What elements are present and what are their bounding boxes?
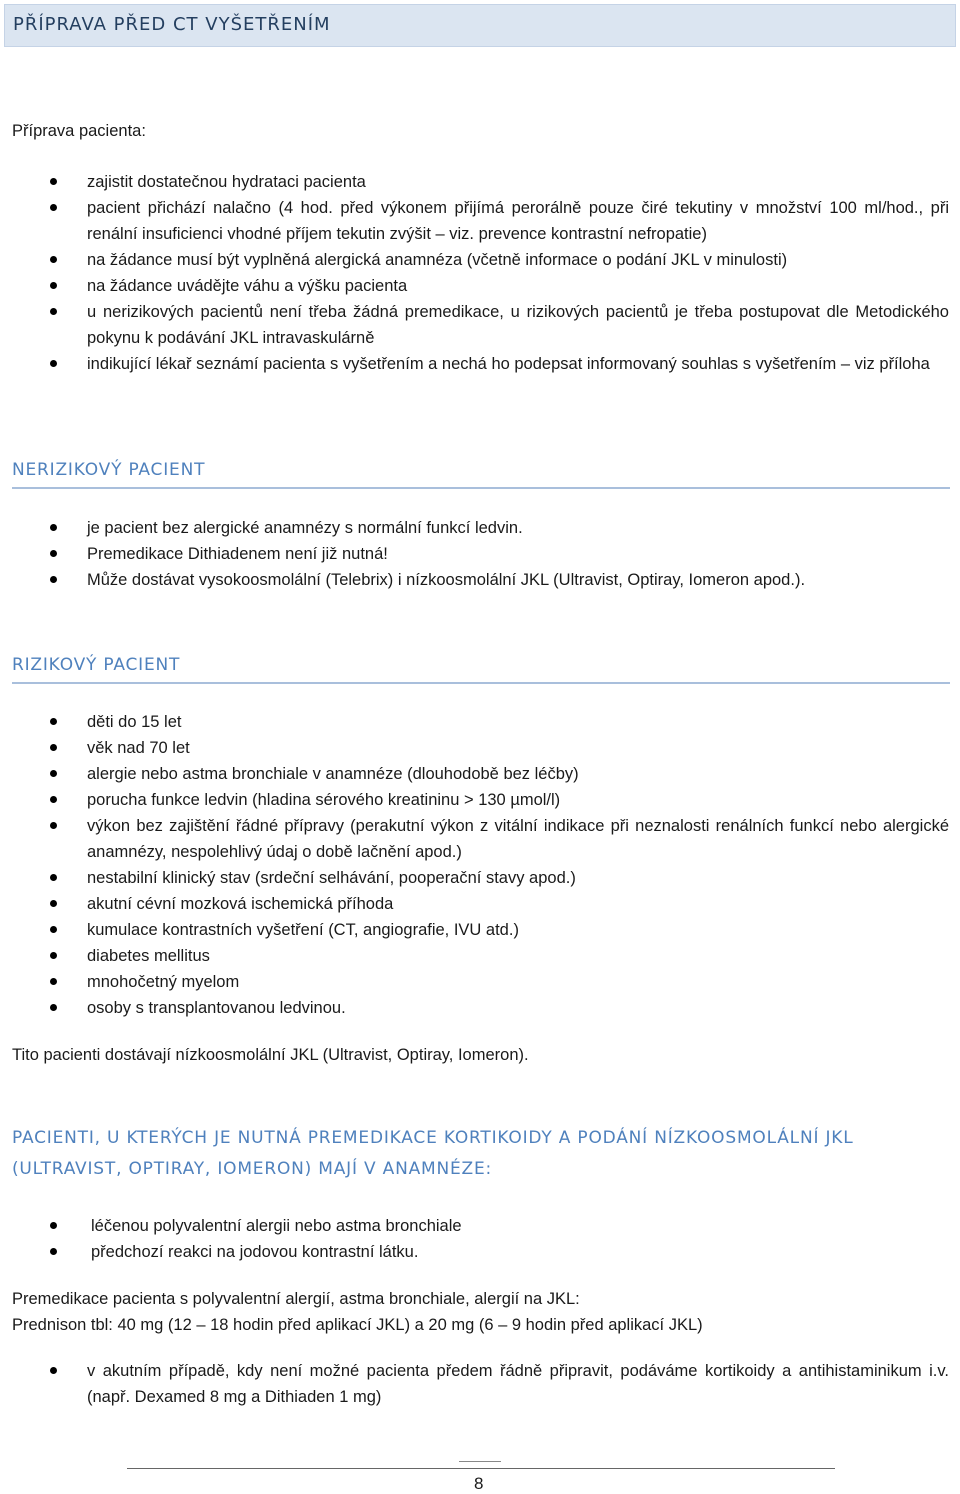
list-item: [0, 865, 960, 891]
list-item-text: v akutním případě, kdy není možné pacienta předem řádně připravit, podáváme kortikoidy a antihistaminikum i.v. (např. Dexamed 8 mg a Dithiaden 1 mg): [87, 1362, 949, 1406]
list-item-text: u nerizikových pacientů není třeba žádná premedikace, u rizikových pacientů je třeba postupovat dle Metodického pokynu k podávání JKL intravaskulárně: [87, 303, 949, 347]
bullet-icon: [50, 900, 57, 907]
premed-text-2: Prednison tbl: 40 mg (12 – 18 hodin před aplikací JKL) a 20 mg (6 – 9 hodin před aplikací JKL): [12, 1316, 703, 1334]
list-item-text: osoby s transplantovanou ledvinou.: [87, 999, 346, 1017]
list-item-text: porucha funkce ledvin (hladina sérového kreatininu > 130 µmol/l): [87, 791, 561, 809]
list-item: [0, 247, 960, 273]
list-item-text: diabetes mellitus: [87, 947, 210, 965]
list-item: [0, 787, 960, 813]
bullet-icon: [50, 1367, 57, 1374]
footer-divider-short: [459, 1461, 501, 1462]
bullet-icon: [50, 822, 57, 829]
nonrisk-list: [0, 515, 960, 593]
bullet-icon: [50, 978, 57, 985]
list-item: [0, 735, 960, 761]
list-item: [0, 515, 960, 541]
list-item: [0, 541, 960, 567]
prep-heading: Příprava pacienta:: [12, 122, 146, 140]
bullet-icon: [50, 204, 57, 211]
bullet-icon: [50, 178, 57, 185]
list-item-text: děti do 15 let: [87, 713, 182, 731]
list-item-text: výkon bez zajištění řádné přípravy (perakutní výkon z vitální indikace při neznalosti renálních funkcí nebo alergické anamnézy, nespolehlivý údaj o době lačnění apod.): [87, 817, 949, 861]
list-item: [0, 299, 960, 351]
list-item-text: Může dostávat vysokoosmolální (Telebrix) i nízkoosmolální JKL (Ultravist, Optiray, Iomeron apod.).: [87, 571, 806, 589]
list-item-text: pacient přichází nalačno (4 hod. před výkonem přijímá perorálně pouze čiré tekutiny v množství 100 ml/hod., při renální insuficienci vhodné příjem tekutin zvýšit – viz. prevence kontrastní nefropatie): [87, 199, 949, 243]
list-item-text: mnohočetný myelom: [87, 973, 240, 991]
bullet-icon: [50, 256, 57, 263]
list-item-text: je pacient bez alergické anamnézy s normální funkcí ledvin.: [87, 519, 523, 537]
list-item-text: na žádance musí být vyplněná alergická anamnéza (včetně informace o podání JKL v minulosti): [87, 251, 788, 269]
list-item: [0, 169, 960, 195]
list-item: [0, 1239, 960, 1265]
bullet-icon: [50, 282, 57, 289]
bullet-icon: [50, 576, 57, 583]
premed-text-1: Premedikace pacienta s polyvalentní alergií, astma bronchiale, alergií na JKL:: [12, 1290, 580, 1308]
list-item: [0, 969, 960, 995]
bullet-icon: [50, 744, 57, 751]
list-item: [0, 813, 960, 865]
prep-list: [0, 169, 960, 377]
premed-list: [0, 1213, 960, 1265]
list-item-text: na žádance uvádějte váhu a výšku pacienta: [87, 277, 408, 295]
bullet-icon: [50, 550, 57, 557]
list-item-text: předchozí reakci na jodovou kontrastní látku.: [91, 1243, 419, 1261]
list-item: [0, 891, 960, 917]
list-item-text: kumulace kontrastních vyšetření (CT, angiografie, IVU atd.): [87, 921, 519, 939]
bullet-icon: [50, 524, 57, 531]
list-item: [0, 917, 960, 943]
list-item: [0, 709, 960, 735]
list-item: [0, 273, 960, 299]
list-item-text: léčenou polyvalentní alergii nebo astma bronchiale: [91, 1217, 462, 1235]
list-item-text: Premedikace Dithiadenem není již nutná!: [87, 545, 388, 563]
bullet-icon: [50, 926, 57, 933]
list-item: [0, 995, 960, 1021]
bullet-icon: [50, 796, 57, 803]
list-item-text: zajistit dostatečnou hydrataci pacienta: [87, 173, 366, 191]
list-item-text: indikující lékař seznámí pacienta s vyšetřením a nechá ho podepsat informovaný souhlas s vyšetřením – viz příloha: [87, 355, 930, 373]
section-risk-heading: RIZIKOVÝ PACIENT: [12, 650, 950, 684]
footer-divider: [127, 1468, 835, 1469]
bullet-icon: [50, 770, 57, 777]
page-title: PŘÍPRAVA PŘED CT VYŠETŘENÍM: [13, 14, 331, 35]
section-premed-heading: PACIENTI, U KTERÝCH JE NUTNÁ PREMEDIKACE KORTIKOIDY A PODÁNÍ NÍZKOOSMOLÁLNÍ JKL (ULTRAVIST, OPTIRAY, IOMERON) MAJÍ V ANAMNÉZE:: [12, 1128, 854, 1179]
risk-note: Tito pacienti dostávají nízkoosmolální JKL (Ultravist, Optiray, Iomeron).: [12, 1046, 529, 1064]
bullet-icon: [50, 718, 57, 725]
bullet-icon: [50, 874, 57, 881]
list-item-text: alergie nebo astma bronchiale v anamnéze (dlouhodobě bez léčby): [87, 765, 579, 783]
list-item: [0, 567, 960, 593]
list-item-text: nestabilní klinický stav (srdeční selhávání, pooperační stavy apod.): [87, 869, 576, 887]
list-item: [0, 351, 960, 377]
bullet-icon: [50, 1004, 57, 1011]
acute-list: [0, 1358, 960, 1410]
risk-list: [0, 709, 960, 1021]
bullet-icon: [50, 360, 57, 367]
list-item-text: akutní cévní mozková ischemická příhoda: [87, 895, 394, 913]
page-number: 8: [474, 1474, 484, 1493]
section-nonrisk-heading: NERIZIKOVÝ PACIENT: [12, 455, 950, 489]
bullet-icon: [50, 952, 57, 959]
list-item-text: věk nad 70 let: [87, 739, 190, 757]
bullet-icon: [50, 1222, 57, 1229]
list-item: [0, 761, 960, 787]
bullet-icon: [50, 1248, 57, 1255]
list-item: [0, 195, 960, 247]
list-item: [0, 943, 960, 969]
title-banner: [4, 4, 956, 47]
list-item: [0, 1213, 960, 1239]
list-item: [0, 1358, 960, 1410]
bullet-icon: [50, 308, 57, 315]
